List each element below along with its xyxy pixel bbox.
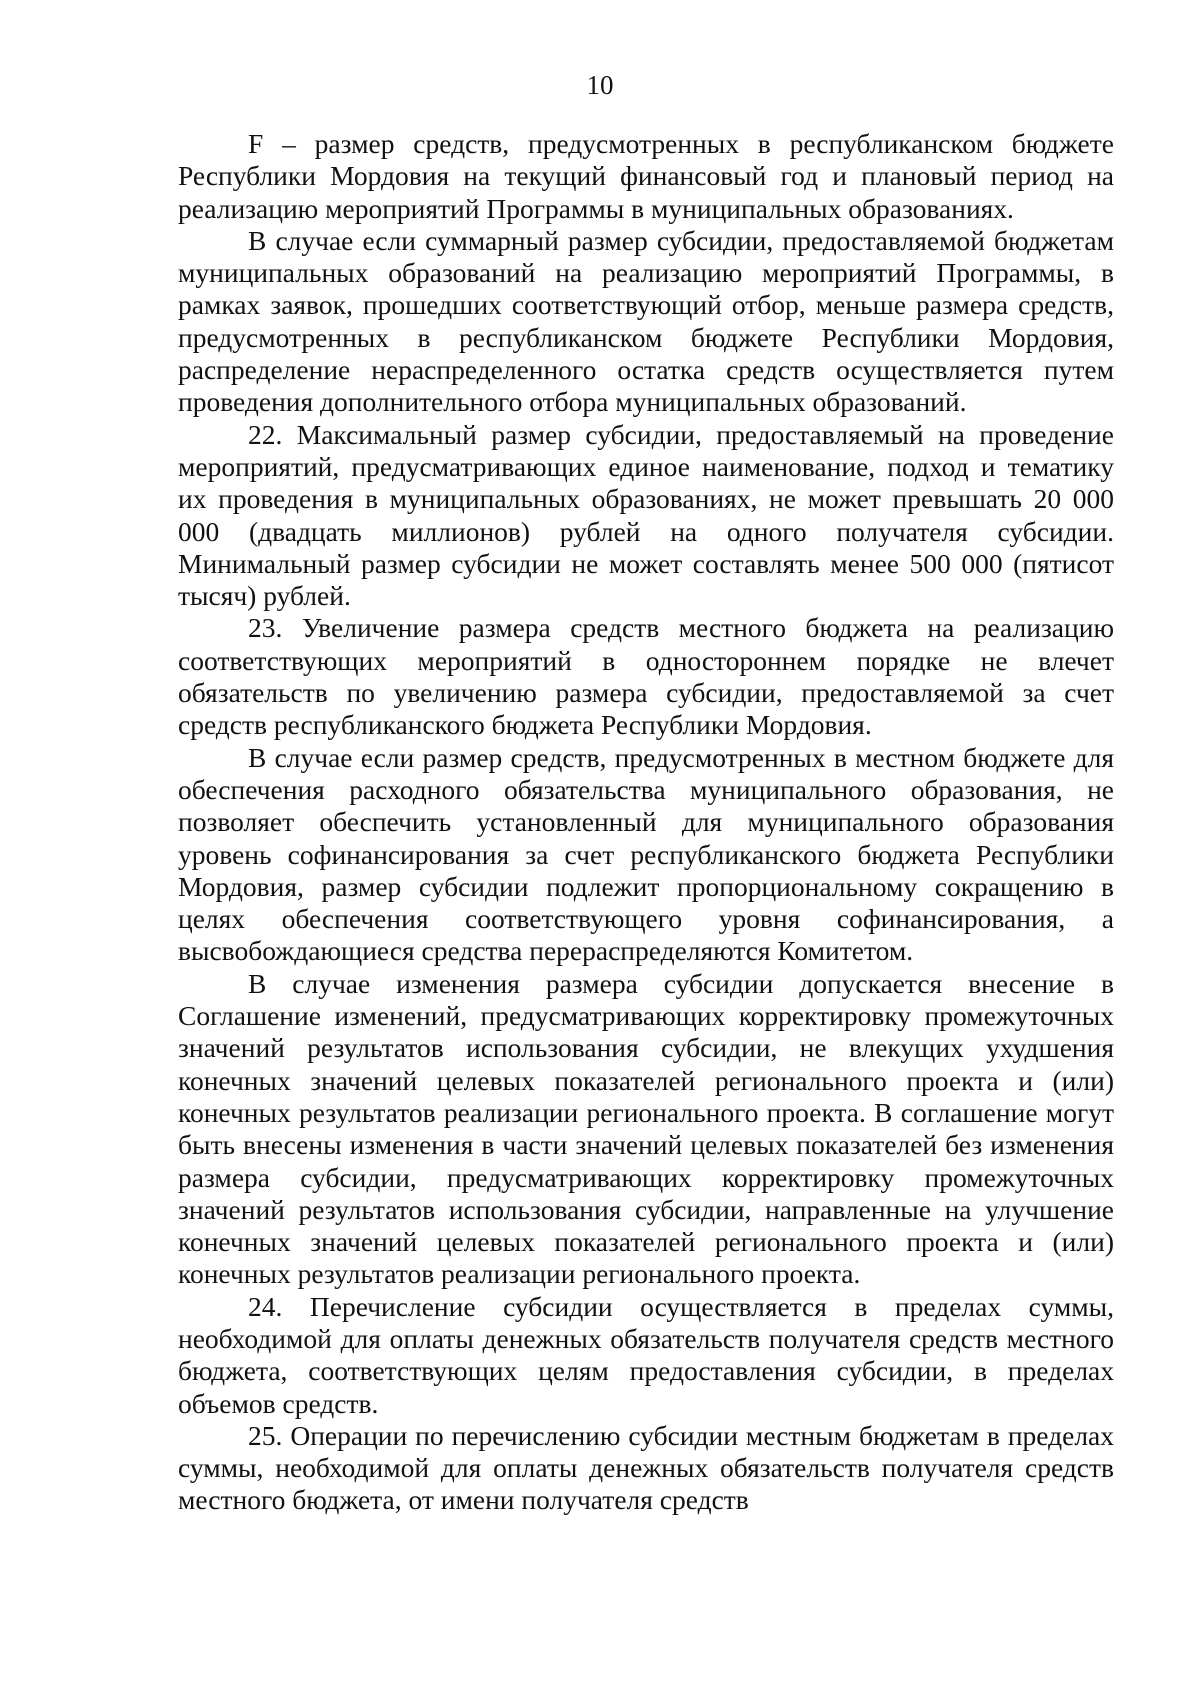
page-number: 10 [586, 70, 614, 100]
paragraph-25: 25. Операции по перечислению субсидии местным бюджетам в пределах суммы, необходимой для оплаты денежных обязательств получателя средств местного бюджета, от имени получателя средств [178, 1419, 1114, 1516]
document-body [178, 128, 1114, 1517]
paragraph-22: 22. Максимальный размер субсидии, предоставляемый на проведение мероприятий, предусматривающих единое наименование, подход и тематику их проведения в муниципальных образованиях, не может превышать 20 000 000 (двадцать миллионов) рублей на одного получателя субсидии. Минимальный размер субсидии не может составлять менее 500 000 (пятисот тысяч) рублей. [178, 418, 1114, 612]
paragraph-remainder-distribution: В случае если суммарный размер субсидии, предоставляемой бюджетам муниципальных образований на реализацию мероприятий Программы, в рамках заявок, прошедших соответствующий отбор, меньше размера средств, предусмотренных в республиканском бюджете Республики Мордовия, распределение нераспределенного остатка средств осуществляется путем проведения дополнительного отбора муниципальных образований. [178, 224, 1114, 418]
paragraph-f-definition: F – размер средств, предусмотренных в республиканском бюджете Республики Мордовия на текущий финансовый год и плановый период на реализацию мероприятий Программы в муниципальных образованиях. [178, 128, 1114, 224]
paragraph-23: 23. Увеличение размера средств местного бюджета на реализацию соответствующих мероприятий в одностороннем порядке не влечет обязательств по увеличению размера субсидии, предоставляемой за счет средств республиканского бюджета Республики Мордовия. [178, 612, 1114, 741]
paragraph-24: 24. Перечисление субсидии осуществляется в пределах суммы, необходимой для оплаты денежных обязательств получателя средств местного бюджета, соответствующих целям предоставления субсидии, в пределах объемов средств. [178, 1290, 1114, 1419]
paragraph-agreement-changes: В случае изменения размера субсидии допускается внесение в Соглашение изменений, предусматривающих корректировку промежуточных значений результатов использования субсидии, не влекущих ухудшения конечных значений целевых показателей регионального проекта и (или) конечных результатов реализации регионального проекта. В соглашение могут быть внесены изменения в части значений целевых показателей без изменения размера субсидии, предусматривающих корректировку промежуточных значений результатов использования субсидии, направленные на улучшение конечных значений целевых показателей регионального проекта и (или) конечных результатов реализации регионального проекта. [178, 967, 1114, 1290]
paragraph-cofinancing-reduction: В случае если размер средств, предусмотренных в местном бюджете для обеспечения расходного обязательства муниципального образования, не позволяет обеспечить установленный для муниципального образования уровень софинансирования за счет республиканского бюджета Республики Мордовия, размер субсидии подлежит пропорциональному сокращению в целях обеспечения соответствующего уровня софинансирования, а высвобождающиеся средства перераспределяются Комитетом. [178, 741, 1114, 967]
